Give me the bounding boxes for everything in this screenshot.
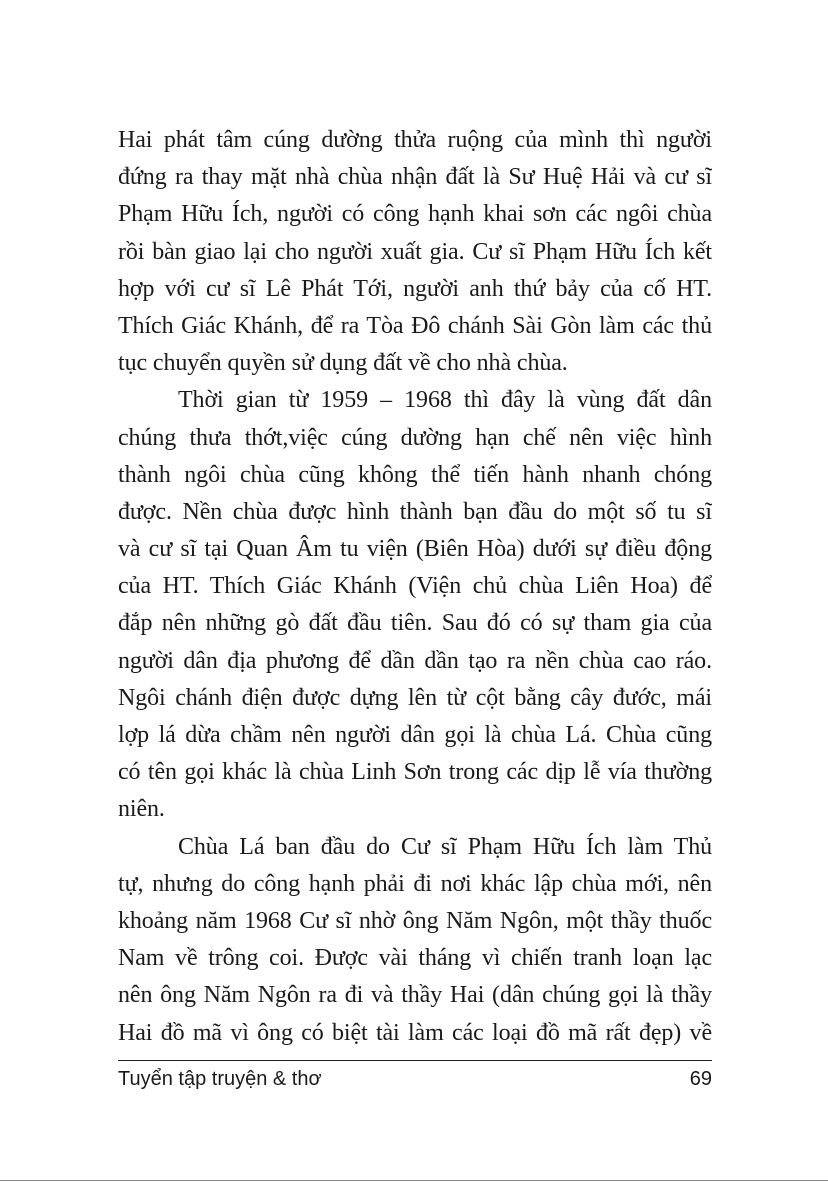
text-line: đắp nên những gò đất đầu tiên. Sau đó có sự tham gia của bbox=[118, 610, 712, 637]
text-line: chúng thưa thớt,việc cúng dường hạn chế nên việc hình bbox=[118, 424, 712, 451]
book-title: Tuyển tập truyện & thơ bbox=[118, 1068, 322, 1090]
text-line: Hai đồ mã vì ông có biệt tài làm các loại đồ mã rất đẹp) về bbox=[118, 1019, 712, 1046]
text-line: rồi bàn giao lại cho người xuất gia. Cư sĩ Phạm Hữu Ích kết bbox=[118, 238, 712, 265]
body-text bbox=[118, 122, 712, 1052]
text-line: của HT. Thích Giác Khánh (Viện chủ chùa Liên Hoa) để bbox=[118, 573, 712, 600]
text-line: có tên gọi khác là chùa Linh Sơn trong các dịp lễ vía thường bbox=[118, 759, 712, 786]
text-line: Thời gian từ 1959 – 1968 thì đây là vùng đất dân bbox=[178, 387, 712, 414]
page-edge-divider bbox=[0, 1180, 828, 1181]
text-line: và cư sĩ tại Quan Âm tu viện (Biên Hòa) dưới sự điều động bbox=[118, 536, 712, 563]
page-number: 69 bbox=[689, 1068, 712, 1090]
text-line: Chùa Lá ban đầu do Cư sĩ Phạm Hữu Ích làm Thủ bbox=[178, 833, 712, 860]
text-line: tự, nhưng do công hạnh phải đi nơi khác lập chùa mới, nên bbox=[118, 870, 712, 897]
text-line: đứng ra thay mặt nhà chùa nhận đất là Sư Huệ Hải và cư sĩ bbox=[118, 164, 712, 191]
text-line: niên. bbox=[118, 796, 165, 823]
text-line: Hai phát tâm cúng dường thửa ruộng của mình thì người bbox=[118, 127, 712, 153]
text-line: người dân địa phương để dần dần tạo ra nền chùa cao ráo. bbox=[118, 647, 712, 674]
text-line: Thích Giác Khánh, để ra Tòa Đô chánh Sài Gòn làm các thủ bbox=[118, 312, 712, 339]
text-line: tục chuyển quyền sử dụng đất về cho nhà chùa. bbox=[118, 350, 568, 377]
text-line: lợp lá dừa chầm nên người dân gọi là chùa Lá. Chùa cũng bbox=[118, 722, 712, 748]
text-line: thành ngôi chùa cũng không thể tiến hành nhanh chóng bbox=[118, 461, 712, 488]
text-line: khoảng năm 1968 Cư sĩ nhờ ông Năm Ngôn, một thầy thuốc bbox=[118, 907, 712, 934]
text-line: hợp với cư sĩ Lê Phát Tới, người anh thứ bảy của cố HT. bbox=[118, 275, 712, 302]
text-line: nên ông Năm Ngôn ra đi và thầy Hai (dân chúng gọi là thầy bbox=[118, 982, 712, 1009]
page-footer bbox=[118, 1068, 712, 1091]
text-line: Nam về trông coi. Được vài tháng vì chiến tranh loạn lạc bbox=[118, 945, 712, 972]
text-line: Phạm Hữu Ích, người có công hạnh khai sơn các ngôi chùa bbox=[118, 201, 712, 228]
text-line: Ngôi chánh điện được dựng lên từ cột bằng cây đước, mái bbox=[118, 684, 712, 711]
footer-rule bbox=[118, 1060, 712, 1061]
text-line: được. Nền chùa được hình thành bạn đầu do một số tu sĩ bbox=[118, 498, 712, 525]
